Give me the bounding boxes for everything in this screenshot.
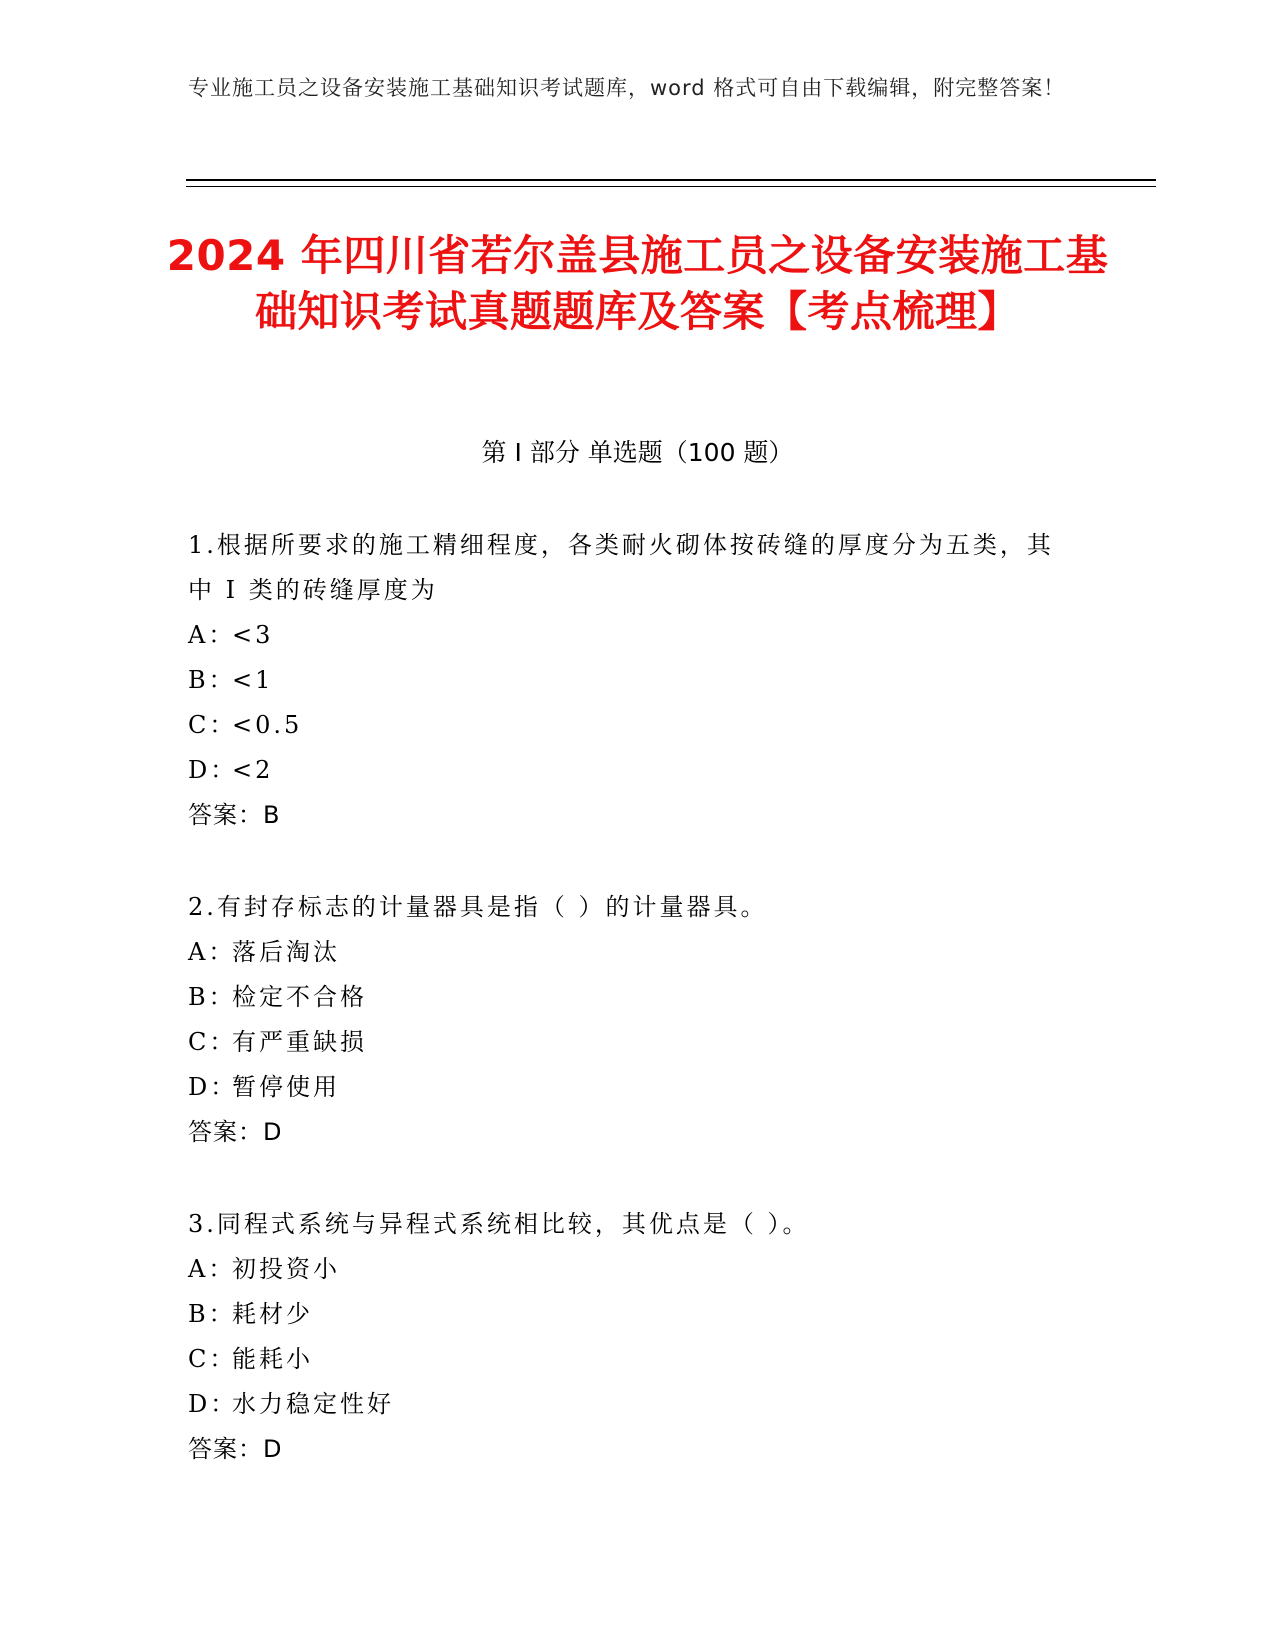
option-text: 暂停使用 — [232, 1073, 340, 1101]
option-a — [188, 613, 1068, 658]
option-text: 能耗小 — [232, 1345, 313, 1373]
option-text: <1 — [232, 666, 274, 694]
document-title: 2024 年四川省若尔盖县施工员之设备安装施工基础知识考试真题题库及答案【考点梳理】 — [166, 231, 1109, 336]
question-block — [188, 1202, 1068, 1472]
header-divider-thin — [186, 186, 1156, 187]
option-key: A： — [188, 1255, 236, 1283]
option-d — [188, 1065, 1068, 1110]
header-divider-thick — [186, 179, 1156, 181]
option-c — [188, 703, 1068, 748]
option-text: <0.5 — [232, 711, 303, 739]
option-text: <2 — [232, 756, 274, 784]
option-text: 检定不合格 — [232, 983, 367, 1011]
answer-line: 答案：B — [188, 801, 281, 829]
answer-line: 答案：D — [188, 1118, 283, 1146]
question-stem: 2.有封存标志的计量器具是指（ ）的计量器具。 — [188, 893, 768, 921]
option-b — [188, 658, 1068, 703]
option-key: A： — [188, 938, 236, 966]
option-b — [188, 1292, 1068, 1337]
option-key: B： — [188, 1300, 236, 1328]
option-key: C： — [188, 1345, 237, 1373]
option-c — [188, 1337, 1068, 1382]
option-a — [188, 1247, 1068, 1292]
option-d — [188, 748, 1068, 793]
option-text: 水力稳定性好 — [232, 1390, 394, 1418]
option-text: 耗材少 — [232, 1300, 313, 1328]
option-text: 初投资小 — [232, 1255, 340, 1283]
answer-line: 答案：D — [188, 1435, 283, 1463]
question-block — [188, 523, 1068, 838]
question-stem: 3.同程式系统与异程式系统相比较，其优点是（ ）。 — [188, 1210, 810, 1238]
section-title: 第 I 部分 单选题（100 题） — [481, 438, 794, 467]
option-key: B： — [188, 983, 236, 1011]
option-key: D： — [188, 1390, 238, 1418]
option-key: D： — [188, 1073, 238, 1101]
option-d — [188, 1382, 1068, 1427]
option-c — [188, 1020, 1068, 1065]
option-text: 落后淘汰 — [232, 938, 340, 966]
option-key: A： — [188, 621, 236, 649]
option-key: B： — [188, 666, 236, 694]
option-key: C： — [188, 1028, 237, 1056]
option-text: 有严重缺损 — [232, 1028, 367, 1056]
question-stem: 1.根据所要求的施工精细程度，各类耐火砌体按砖缝的厚度分为五类，其中 I 类的砖缝厚度为 — [188, 531, 1054, 604]
header-note: 专业施工员之设备安装施工基础知识考试题库，word 格式可自由下载编辑，附完整答案！ — [188, 76, 1066, 100]
option-b — [188, 975, 1068, 1020]
option-a — [188, 930, 1068, 975]
option-text: <3 — [232, 621, 274, 649]
option-key: D： — [188, 756, 238, 784]
option-key: C： — [188, 711, 237, 739]
question-block — [188, 885, 1068, 1155]
